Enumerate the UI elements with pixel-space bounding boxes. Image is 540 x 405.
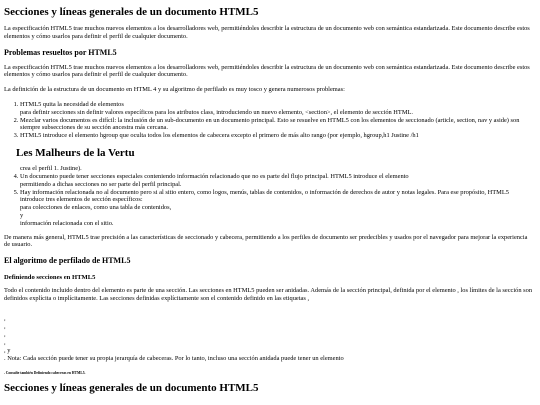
page-title: Secciones y líneas generales de un documento HTML5 — [4, 6, 259, 18]
list-item-text: y — [20, 211, 24, 219]
list-item — [20, 173, 534, 189]
list-item: , — [4, 322, 6, 330]
list-item-text: para definir secciones sin definir valores específicos para los atributos class, introduciendo un nuevo elemento, <section>, el elemento de sección HTML. — [20, 108, 414, 116]
list-item — [20, 189, 534, 228]
defining-sections-paragraph: Todo el contenido incluido dentro del elemento es parte de una sección. Las secciones en HTML5 pueden ser anidadas. Además de la sección principal, definida por el elemento , los límites de la sección son definidos explícita o implícitamente. Las secciones definidas explícitamente son el contenido definido en las etiquetas , — [4, 287, 533, 303]
see-also-heading: . Consulte también Definiendo cabeceras en HTML5. — [4, 370, 86, 375]
list-item-text: 1. HTML5 quita la necesidad de elementos — [20, 100, 124, 108]
list-item: , — [4, 338, 6, 346]
section-elements-list — [4, 315, 534, 363]
malheurs-heading: Les Malheurs de la Vertu — [16, 147, 135, 160]
list-item — [20, 117, 534, 133]
algorithm-heading: El algoritmo de perfilado de HTML5 — [4, 256, 131, 266]
problems-list-2 — [4, 173, 534, 228]
note-text: . Nota: Cada sección puede tener su propia jerarquía de cabeceras. Por lo tanto, incluso una sección anidada puede tener un elemento — [4, 354, 344, 362]
list-item: , — [4, 314, 6, 322]
problems-list-1 — [4, 101, 534, 140]
resolved-problems-paragraph: La especificación HTML5 trae muchos nuevos elementos a los desarrolladores web, permitiéndoles describir la estructura de un documento web con semántica estandarizada. Este documento describe estos elementos y cómo usarlos para definir el perfil de cualquier documento. — [4, 63, 530, 79]
list-continuation: crea el perfil 1. Justine). — [20, 165, 82, 173]
list-item-text: para colecciones de enlaces, como una tabla de contenidos, — [20, 204, 172, 212]
list-item-text: permitiendo a dichas secciones no ser parte del perfil principal. — [20, 180, 182, 188]
list-item-text: 5. Hay información relacionada no al documento pero si al sitio entero, como logos, menús, tablas de contenidos, o información de derechos de autor y notas legales. Para ese propósito, HTML5 introduce tres elementos de sección específicos: — [20, 188, 509, 204]
list-item-text: 4. Un documento puede tener secciones especiales conteniendo información relacionado que no es parte del flujo principal. HTML5 introduce el elemento — [20, 172, 409, 180]
list-item: , y — [4, 346, 11, 354]
list-item: , — [4, 330, 6, 338]
list-item-text: HTML5 introduce el elemento hgroup que oculta todos los elementos de cabecera excepto el primero de más alto rango (por ejemplo, hgroup,h1 Justine /h1 — [20, 132, 419, 140]
defining-sections-heading: Definiendo secciones en HTML5 — [4, 274, 96, 282]
list-item-text: información relacionada con el sitio. — [20, 219, 114, 227]
list-item — [20, 132, 534, 140]
general-paragraph: De manera más general, HTML5 trae precisión a las características de seccionado y cabecera, permitiendo a los perfiles de documento ser predecibles y usados por el navegador para mejorar la experiencia de usuario. — [4, 233, 528, 249]
list-item — [20, 101, 534, 117]
resolved-problems-heading: Problemas resueltos por HTML5 — [4, 47, 117, 57]
html4-paragraph: La definición de la estructura de un documento en HTML 4 y su algoritmo de perfilado es muy tosco y genera numerosos problemas: — [4, 86, 345, 94]
repeated-page-title: Secciones y líneas generales de un documento HTML5 — [4, 382, 259, 395]
intro-paragraph: La especificación HTML5 trae muchos nuevos elementos a los desarrolladores web, permitiéndoles describir la estructura de un documento web con semántica estandarizada. Este documento describe estos elementos y cómo usarlos para definir el perfil de cualquier documento. — [4, 25, 530, 40]
list-item-text: Mezclar varios documentos es difícil: la inclusión de un sub-documento en un documento principal. Esto se resuelve en HTML5 con los elementos de seccionado (article, section, nav y aside) son siempre subsecciones de su sección ancestra más cercana. — [20, 116, 520, 132]
